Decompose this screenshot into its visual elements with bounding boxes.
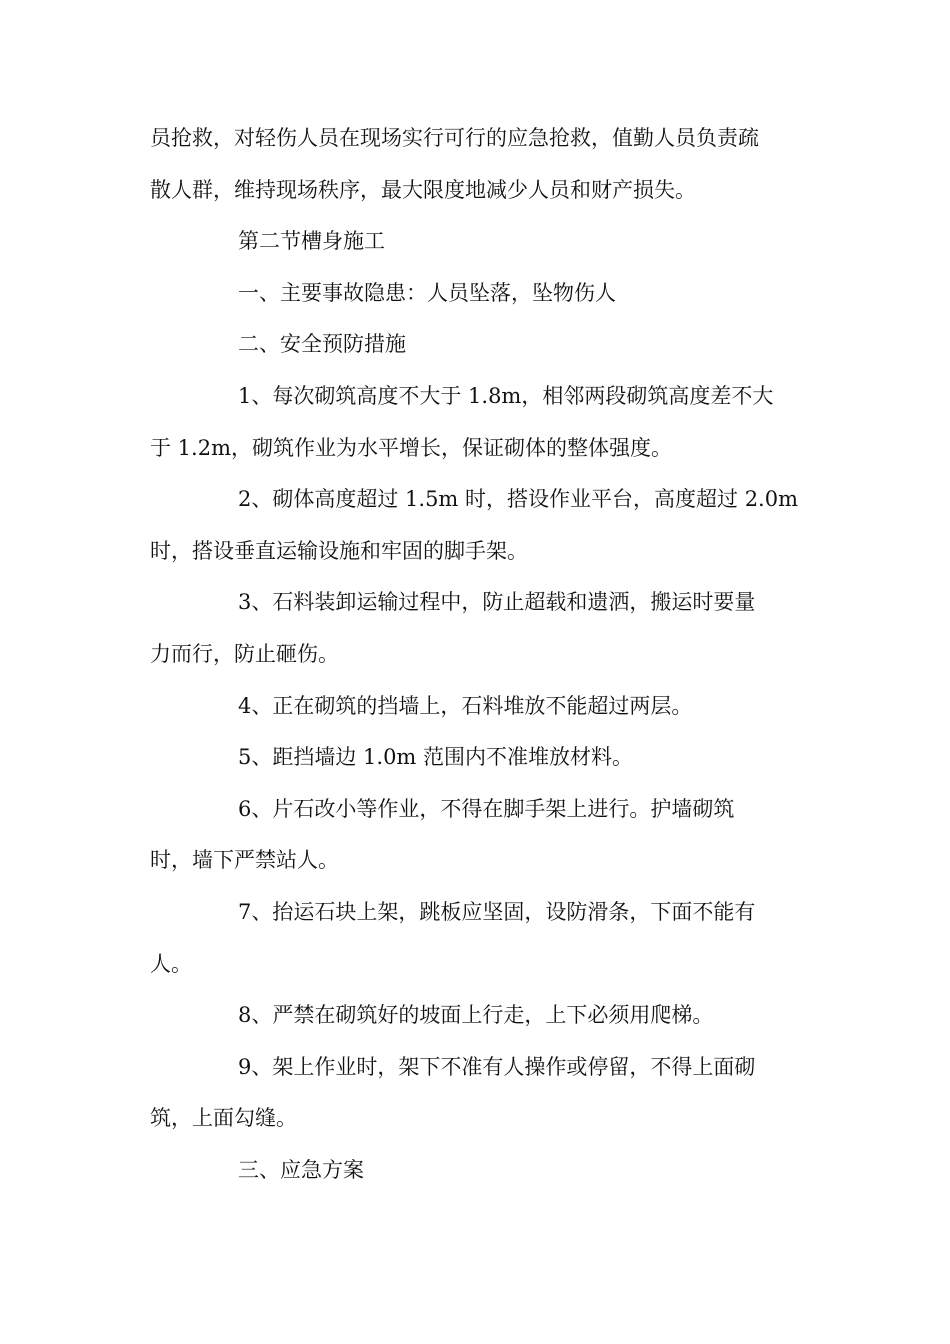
list-item-1: 1、每次砌筑高度不大于 1.8m，相邻两段砌筑高度差不大 于 1.2m，砌筑作业为水平增长，保证砌体的整体强度。: [150, 383, 774, 460]
list-item-3: 3、石料装卸运输过程中，防止超载和遗洒，搬运时要量 力而行，防止砸伤。: [150, 590, 756, 666]
list-item-9: 9、架上作业时，架下不准有人操作或停留，不得上面砌 筑，上面勾缝。: [150, 1054, 756, 1131]
list-item-2: 2、砌体高度超过 1.5m 时，搭设作业平台，高度超过 2.0m 时，搭设垂直运输设施和牢固的脚手架。: [150, 487, 799, 563]
list-item-7: 7、抬运石块上架，跳板应坚固，设防滑条，下面不能有 人。: [150, 899, 756, 976]
list-item-5: 5、距挡墙边 1.0m 范围内不准堆放材料。: [238, 745, 634, 770]
list-item-4: 4、正在砌筑的挡墙上，石料堆放不能超过两层。: [238, 693, 693, 718]
paragraph-continuation: 员抢救，对轻伤人员在现场实行可行的应急抢救，值勤人员负责疏 散人群，维持现场秩序，最大限度地减少人员和财产损失。: [150, 126, 759, 202]
section-heading: 第二节槽身施工: [238, 229, 385, 254]
subheading-measures: 二、安全预防措施: [238, 332, 406, 357]
list-item-6: 6、片石改小等作业，不得在脚手架上进行。护墙砌筑 时，墙下严禁站人。: [150, 796, 735, 873]
list-item-8: 8、严禁在砌筑好的坡面上行走，上下必须用爬梯。: [238, 1003, 714, 1028]
subheading-hazards: 一、主要事故隐患：人员坠落，坠物伤人: [238, 280, 616, 305]
document-body: [150, 113, 802, 1196]
subheading-emergency: 三、应急方案: [238, 1157, 364, 1182]
